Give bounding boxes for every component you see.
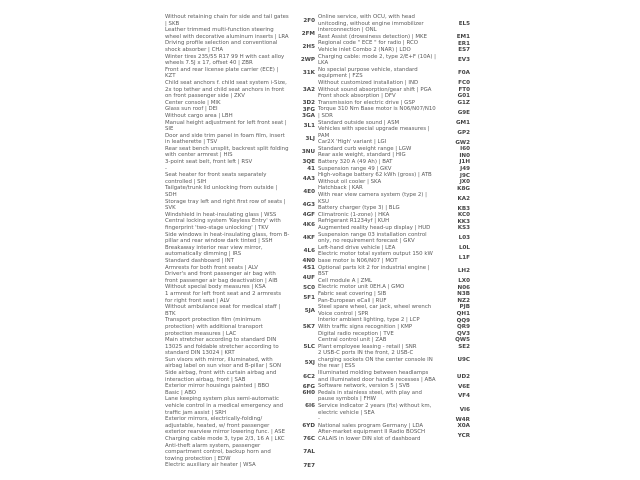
equipment-row [165,304,315,317]
equipment-row [165,133,315,146]
equipment-row [318,139,470,146]
equipment-description: Exterior mirror housings painted | BBO [165,383,270,390]
equipment-description: Anti-theft alarm system, passenger compartment control, backup horn and towing protection | EDW [165,442,271,462]
equipment-description: Software network, version 5 | SVB [318,383,410,390]
equipment-row [318,317,470,324]
equipment-code: VI6 [459,406,470,413]
equipment-code: GM1 [455,119,470,126]
equipment-row [165,120,315,133]
equipment-description: Plant employee leasing - retail | SNR [318,343,417,350]
equipment-description: High-voltage battery 62 kWh (gross) | ATB [318,172,432,179]
equipment-code: KS3 [457,225,470,232]
equipment-code: 7AL [303,449,315,456]
equipment-code: 3A2 [302,86,315,93]
equipment-description: Transmission for electric drive | GSP [318,99,415,106]
equipment-row [318,218,470,225]
equipment-code: ES7 [458,47,470,54]
equipment-row [165,14,315,27]
equipment-description: Standard dashboard | INT [165,257,234,264]
equipment-row [165,40,315,53]
equipment-description: Driving profile selection and conventional shock absorber | CHA [165,40,278,53]
equipment-description: Rear axle weight, standard | HIG [318,152,406,159]
equipment-row [318,179,470,186]
equipment-row [318,192,470,205]
equipment-row [165,106,315,113]
equipment-code: L03 [458,235,470,242]
equipment-code: 4UF [302,274,315,281]
equipment-code: 4K6 [302,222,315,228]
equipment-description: Transport protection film (minimum protection) with additional transport protection measures | LAC [165,317,263,337]
equipment-description: Storage tray left and right first row of seats | SVK [165,198,286,212]
equipment-code: 3NU [301,149,315,156]
equipment-row [165,172,315,185]
equipment-code: LH2 [457,268,470,275]
equipment-description: Central control unit | ZAB [318,337,387,344]
equipment-code: 3L1 [303,123,315,130]
equipment-row [318,284,470,291]
equipment-description: Exterior mirrors, electrically-folding/ adjustable, heated, w/ front passenger exterior rearview mirror lowering func. | ASE [165,416,285,436]
equipment-code: QQ9 [456,317,470,324]
equipment-description: Voice control | SPR [318,310,369,317]
equipment-description: Side airbag, front with curtain airbag and interaction airbag, front | SAB [165,370,277,383]
equipment-description: Without oil cooler | SKA [318,178,382,185]
equipment-code: 4A3 [302,175,315,182]
equipment-code: SE2 [458,343,470,350]
equipment-code: 3FG [302,106,315,113]
equipment-code: GP2 [457,129,470,136]
equipment-row [318,324,470,331]
equipment-description: With traffic signs recognition | KMP [318,323,413,330]
equipment-row [165,271,315,284]
equipment-code: L0L [458,245,470,252]
equipment-row [165,80,315,100]
equipment-code: UD2 [456,373,470,380]
equipment-code: QW5 [455,337,470,344]
equipment-code: 4N0 [302,258,315,265]
equipment-row [318,291,470,298]
equipment-code: EL5 [458,20,470,27]
equipment-code: FT0 [458,86,470,93]
equipment-code: 2F0 [303,17,315,24]
equipment-row [165,258,315,265]
equipment-row [318,166,470,173]
equipment-row [318,331,470,338]
equipment-code: U9C [457,357,470,364]
equipment-description: Side windows in heat-insulating glass, from B-pillar and rear window dark tinted | SSH [165,231,290,245]
equipment-code: 3QE [302,159,315,166]
equipment-code: W4R [455,416,470,423]
equipment-code: QR9 [457,324,470,331]
equipment-row [165,232,315,245]
equipment-row [165,54,315,67]
equipment-row [318,265,470,278]
equipment-row [318,390,470,403]
equipment-row [318,34,470,41]
equipment-description: Battery charger (type 3) | BLG [318,205,400,212]
equipment-row [318,429,470,442]
left-column [165,14,315,469]
equipment-row [318,205,470,212]
equipment-description: 2 USB-C ports IN the front, 2 USB-C charging sockets ON the center console IN the rear | ESS [318,350,433,370]
equipment-description: Refrigerant R1234yf | KUH [318,218,390,225]
equipment-code: I60 [460,146,470,153]
equipment-code: 76C [303,436,315,443]
equipment-description: Car2X 'High' variant | LGI [318,139,387,146]
equipment-description: Manual height adjustment for left front seat | SIE [165,119,287,133]
equipment-description: Augmented reality head-up display | HUD [318,225,431,231]
equipment-row [165,67,315,80]
equipment-description: With rear view camera system (type 2) | KSU [318,192,427,205]
equipment-code: 6FG [302,383,315,390]
equipment-description: - [318,416,320,423]
equipment-description: Standard curb weight range | LGW [318,145,412,152]
equipment-row [318,350,470,370]
equipment-description: Electric auxiliary air heater | WSA [165,462,256,469]
equipment-row [318,245,470,252]
equipment-description: National sales program Germany | LDA [318,422,424,429]
equipment-description: Electric motor total system output 150 kW base motor is N06/N07 | MOT [318,251,433,264]
equipment-row [165,291,315,304]
equipment-row [318,159,470,166]
equipment-code: 4E0 [303,189,315,196]
equipment-code: JX0 [459,179,470,186]
equipment-row [165,416,315,436]
equipment-description: Optional parts kit 2 for industrial engine | BST [318,264,430,278]
equipment-row [318,416,470,423]
equipment-code: X0A [457,423,470,430]
equipment-code: 5XJ [304,360,315,367]
equipment-code: EV3 [457,57,470,64]
equipment-row [318,93,470,100]
equipment-code: 6I6 [305,403,315,410]
equipment-description: Without cargo area | LBH [165,112,233,119]
equipment-description: 1 armrest for left front seat and 2 armrests for right front seat | ALV [165,290,282,304]
equipment-code: 5JA [304,307,315,314]
equipment-row [318,278,470,285]
equipment-code: QV3 [457,330,470,337]
equipment-description: Sun visors with mirror, illuminated, with airbag label on sun visor and B-pillar | SON [165,356,282,370]
equipment-description: Front shock absorption | DFV [318,93,396,100]
equipment-code: ER1 [457,40,470,47]
equipment-code: 4GF [302,212,315,219]
equipment-row [165,113,315,120]
equipment-code: K8G [457,185,470,192]
equipment-row [165,166,315,173]
equipment-description: Front and rear license plate carrier (ECE) | KZT [165,66,279,80]
equipment-description: Charging cable: mode 2, type 2/E+F (10A) | LKA [318,53,436,67]
equipment-description: Charging cable mode 3, type 2/3, 16 A | LKC [165,436,285,442]
equipment-row [318,54,470,67]
equipment-description: Winter tires 235/55 R17 99 H with cast alloy wheels 7.5J x 17, offset 40 | ZBR [165,53,285,67]
equipment-row [165,218,315,231]
equipment-row [318,14,470,34]
equipment-row [318,423,470,430]
equipment-description: Suspension range 49 | GKV [318,165,392,172]
equipment-code: 3GA [302,113,315,120]
equipment-code: KK3 [457,218,470,225]
equipment-row [318,298,470,305]
equipment-description: Armrests for both front seats | ALV [165,264,258,271]
equipment-code: 4L6 [303,248,315,255]
equipment-description: After-market equipment II Radio BOSCH CALAIS in lower DIN slot of dashboard [318,429,426,442]
equipment-code: G1Z [457,100,470,107]
equipment-row [318,383,470,390]
equipment-code: 6C2 [303,373,315,380]
equipment-code: EM1 [456,34,470,41]
equipment-description: Without special body measures | KSA [165,284,266,291]
equipment-description: Without retaining chain for side and tail gates | SKB [165,14,289,27]
equipment-description: Electric motor unit 0EH.A | GMO [318,284,405,291]
equipment-code: LX0 [458,278,470,285]
equipment-row [165,443,315,463]
equipment-row [165,245,315,258]
equipment-row [165,317,315,337]
equipment-description: Rest Assist (drowsiness detection) | MKE [318,33,427,40]
equipment-row [165,146,315,159]
equipment-description: Cell module A | ZML [318,277,372,284]
equipment-code: G9E [457,109,470,116]
equipment-row [165,396,315,416]
equipment-code: 5F1 [303,294,315,301]
equipment-description: - [165,165,167,172]
equipment-description: Lane keeping system plus semi-automatic vehicle control in a medical emergency and traffic jam assist | SRH [165,396,284,416]
equipment-code: 31K [302,70,315,77]
equipment-row [165,337,315,357]
equipment-row [318,146,470,153]
equipment-row [165,370,315,383]
equipment-row [165,284,315,291]
equipment-code: 3D2 [302,100,315,107]
equipment-code: 4G3 [302,202,315,209]
equipment-description: No special purpose vehicle, standard equipment | FZS [318,66,418,80]
equipment-code: QH1 [456,311,470,318]
equipment-description: Suspension range 03 installation control only, no requirement forecast | GKV [318,231,427,245]
equipment-row [318,120,470,127]
equipment-code: KA2 [457,195,470,202]
right-column [318,14,470,443]
equipment-row [165,212,315,219]
equipment-description: Rear seat bench unsplit, backrest split folding with center armrest | HIS [165,145,289,159]
equipment-description: Hatchback | KAR [318,185,363,192]
equipment-description: Fabric seat covering | SIB [318,290,387,297]
equipment-code: 4S1 [303,264,315,271]
equipment-code: 4KF [302,235,315,242]
equipment-row [318,172,470,179]
equipment-code: NZ2 [457,297,470,304]
equipment-description: Interior ambient lighting, type 2 | LCP [318,317,420,324]
equipment-description: 3-point seat belt, front left | RSV [165,159,253,166]
equipment-description: Driver's and front passenger air bag with front passenger air bag deactivation | AIB [165,271,278,284]
equipment-description: Digital radio reception | TVE [318,330,394,337]
equipment-description: Vehicles with special upgrade measures | PAM [318,126,430,139]
equipment-code: KC0 [457,212,470,219]
equipment-description: Online service, with OCU, with head unitcoding, without engine immobilizer interconnection | ONL [318,14,424,34]
equipment-row [165,390,315,397]
equipment-row [318,106,470,119]
equipment-description: Left-hand drive vehicle | LEA [318,244,396,251]
equipment-description: Standard outside sound | ASM [318,119,400,126]
equipment-row [318,370,470,383]
equipment-description: Seat heater for front seats separately controlled | SIH [165,172,267,185]
equipment-row [318,337,470,344]
equipment-code: 6YD [302,423,315,430]
equipment-code: L1F [458,254,470,261]
equipment-code: FC0 [458,80,470,87]
equipment-code: 2H5 [302,43,315,50]
equipment-row [318,232,470,245]
equipment-row [165,100,315,107]
equipment-row [165,159,315,166]
equipment-code: 2WP [300,57,315,64]
equipment-code: J9C [459,172,470,179]
equipment-description: Breakaway interior rear view mirror, automatically dimming | IRS [165,244,263,258]
equipment-description: Central locking system 'Keyless Entry' with fingerprint 'two-stage unlocking' | TKV [165,218,281,231]
equipment-row [318,40,470,47]
equipment-code: J49 [460,165,470,172]
equipment-code: 5K7 [302,324,315,331]
equipment-row [165,27,315,40]
equipment-row [318,304,470,311]
equipment-row [165,185,315,198]
equipment-code: J1H [459,159,470,166]
equipment-description: Main stretcher according to standard DIN 13025 and foldable stretcher according to standard DIN 13024 | KRT [165,337,279,357]
equipment-code: V6E [457,383,470,390]
equipment-row [318,212,470,219]
equipment-code: VF4 [457,393,470,400]
equipment-row [318,80,470,87]
equipment-description: Torque 310 Nm Base motor is N06/N07/N10 | SDR [318,106,436,119]
equipment-code: 5LC [303,343,315,350]
equipment-description: Tailgate/trunk lid unlocking from outside | SDH [165,185,278,199]
equipment-description: Glass sun roof | DEI [165,106,218,113]
equipment-description: Battery 320 A (49 Ah) | BAT [318,159,393,166]
equipment-description: Pedals in stainless steel, with play and pause symbols | FHW [318,389,422,403]
equipment-code: G01 [457,93,470,100]
equipment-description: Illuminated molding between headlamps and illuminated door handle recesses | ABA [318,370,436,383]
equipment-row [165,199,315,212]
equipment-code: 2FM [301,30,315,37]
equipment-row [165,462,315,469]
equipment-code: 5C0 [303,284,315,291]
equipment-row [318,100,470,107]
equipment-description: Regional code " ECE " for radio | RCO [318,40,418,47]
equipment-row [318,87,470,94]
equipment-row [318,126,470,139]
equipment-description: Without ambulance seat for medical staff | BTK [165,304,281,317]
equipment-description: Door and side trim panel in foam film, insert in leatherette | TSV [165,132,285,146]
equipment-row [318,344,470,351]
equipment-row [318,403,470,416]
equipment-code: IN0 [459,152,470,159]
equipment-row [165,265,315,272]
equipment-row [318,67,470,80]
equipment-description: Basic | ABO [165,389,197,396]
equipment-row [318,225,470,232]
equipment-code: F0A [457,70,470,77]
equipment-row [318,311,470,318]
equipment-code: GW2 [455,139,470,146]
equipment-description: Center console | MIK [165,99,221,106]
equipment-row [318,152,470,159]
equipment-row [318,47,470,54]
equipment-row [318,251,470,264]
equipment-code: 6H0 [302,390,315,397]
equipment-code: 41 [307,165,315,172]
equipment-code: 3LJ [305,136,315,143]
equipment-description: Without sound absorption/gear shift | PGA [318,86,432,93]
equipment-description: Child seat anchors f. child seat system i-Size, 2x top tether and child seat anchors in front on front passenger side | ZKV [165,79,287,100]
equipment-row [165,357,315,370]
equipment-description: Service indicator 2 years (fix) without km, electric vehicle | SEA [318,403,432,416]
equipment-description: Without customized installation | IND [318,79,419,86]
equipment-row [318,185,470,192]
equipment-description: Vehicle inlet Combo 2 (NAR) | LDO [318,46,411,53]
equipment-description: Steel spare wheel, car jack, wheel wrench [318,304,432,311]
equipment-code: N06 [457,284,470,291]
equipment-code: YCR [457,433,470,439]
equipment-row [165,436,315,443]
equipment-code: KB3 [457,205,470,212]
equipment-code: 7E7 [303,462,315,469]
equipment-code: N3B [457,291,470,298]
equipment-row [165,383,315,390]
equipment-description: Climatronic (1-zone) | HKA [318,211,390,218]
equipment-description: Leather trimmed multi-function steering wheel with decorative aluminum inserts | LRA [165,27,289,40]
equipment-description: Pan-European eCall | RUF [318,297,387,304]
equipment-description: Windshield in heat-insulating glass | WSS [165,211,277,218]
equipment-code: PJB [459,304,470,311]
